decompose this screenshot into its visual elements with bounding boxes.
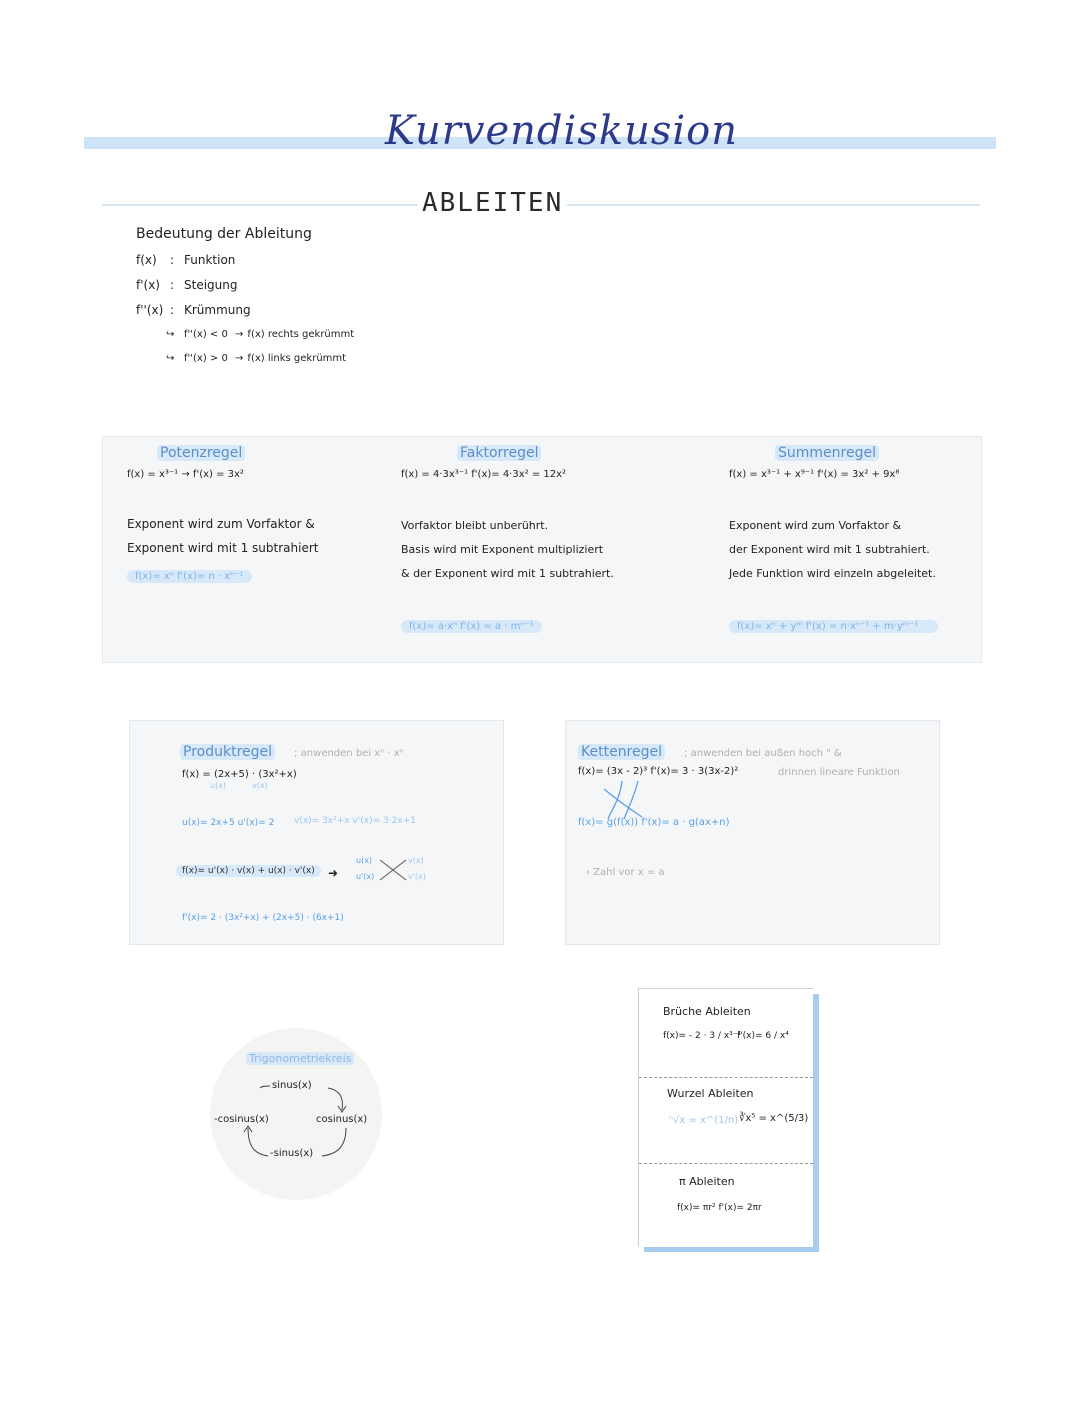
meaning-section [136,226,354,371]
produktregel-title: Produktregel [180,744,275,760]
kettenregel-hint: ; anwenden bei außen hoch " & [684,748,842,759]
produktregel-derivs-v: v(x)= 3x²+x v'(x)= 3·2x+1 [294,816,416,826]
cross-vpx: v'(x) [408,872,426,881]
cross-ux: u(x) [356,856,373,865]
wurzel-ex: ∛x⁵ = x^(5/3) [739,1113,809,1124]
potenzregel [127,445,377,583]
trig-top: sinus(x) [272,1080,312,1091]
summenregel [729,445,969,633]
summenregel-line: der Exponent wird mit 1 subtrahiert. [729,543,930,556]
produktregel-hint: ; anwenden bei xⁿ · xⁿ [294,748,404,759]
cross-vx: v(x) [408,856,424,865]
meaning-heading: Bedeutung der Ableitung [136,226,312,242]
meaning-note: ↪ f''(x) > 0 → f(x) links gekrümmt [166,353,347,364]
produktregel-formula: f(x)= u'(x) · v(x) + u(x) · v'(x) [176,865,321,877]
trig-right: cosinus(x) [316,1114,368,1125]
faktorregel-title: Faktorregel [457,445,541,461]
potenzregel-line: Exponent wird mit 1 subtrahiert [127,541,319,555]
section-subtitle: ABLEITEN [418,188,567,218]
brueche-fp: f'(x)= 6 / x⁴ [737,1031,789,1041]
kettenregel-box [565,720,940,945]
trig-circle [210,1028,382,1200]
potenzregel-example: f(x) = x³⁻¹ → f'(x) = 3x² [127,469,244,480]
faktorregel-formula: f(x)= a·xⁿ f'(x) = a · mⁿ⁻¹ [401,620,542,633]
trig-bottom: -sinus(x) [270,1148,314,1159]
faktorregel-line: Basis wird mit Exponent multipliziert [401,543,604,556]
trig-title: Trigonometriekreis [246,1052,354,1065]
kettenregel-note: › Zahl vor x = a [586,867,665,878]
summenregel-formula: f(x)= xⁿ + yᵐ f'(x) = n·xⁿ⁻¹ + m·yᵐ⁻¹ [729,620,938,633]
produktregel-cross [356,856,436,890]
meaning-row: f''(x) : Krümmung [136,303,251,317]
meaning-row: f(x) : Funktion [136,253,236,267]
pi-example: f(x)= πr² f'(x)= 2πr [677,1203,762,1213]
faktorregel-example: f(x) = 4·3x³⁻¹ f'(x)= 4·3x² = 12x² [401,469,567,480]
rules-box [102,436,982,663]
produktregel-result: f'(x)= 2 · (3x²+x) + (2x+5) · (6x+1) [182,913,344,923]
summenregel-line: Jede Funktion wird einzeln abgeleitet. [729,567,936,580]
summenregel-title: Summenregel [775,445,879,461]
cross-lines [380,858,406,882]
brueche-f: f(x)= - 2 · 3 / x³⁻¹ [663,1031,742,1041]
faktorregel [401,445,701,633]
potenzregel-formula: f(x)= xⁿ f'(x)= n · xⁿ⁻¹ [127,570,252,583]
brueche-title: Brüche Ableiten [663,1005,751,1018]
cross-upx: u'(x) [356,872,375,881]
potenzregel-title: Potenzregel [157,445,245,461]
faktorregel-line: & der Exponent wird mit 1 subtrahiert. [401,567,614,580]
pi-title: π Ableiten [679,1175,735,1188]
produktregel-v-label: v(x) [252,781,268,790]
page-title: Kurvendiskusion [385,108,739,154]
trig-left: -cosinus(x) [214,1114,269,1125]
kettenregel-formula: f(x)= g(f(x)) f'(x)= a · g(ax+n) [578,817,730,828]
trig-arrows [210,1028,382,1200]
produktregel-example: f(x) = (2x+5) · (3x²+x) [182,769,297,780]
produktregel-arrow: ➜ [328,866,339,880]
summenregel-line: Exponent wird zum Vorfaktor & [729,519,902,532]
summenregel-example: f(x) = x³⁻¹ + x⁹⁻¹ f'(x) = 3x² + 9x⁸ [729,469,900,480]
faktorregel-line: Vorfaktor bleibt unberührt. [401,519,549,532]
produktregel-derivs-u: u(x)= 2x+5 u'(x)= 2 [182,818,275,828]
kettenregel-hint2: drinnen lineare Funktion [778,767,900,778]
potenzregel-line: Exponent wird zum Vorfaktor & [127,517,315,531]
formula-card [638,988,813,1247]
wurzel-eq: ⁿ√x = x^(1/n) [669,1115,739,1126]
produktregel-box [129,720,504,945]
meaning-row: f'(x) : Steigung [136,278,238,292]
card-divider [639,1077,813,1078]
kettenregel-example: f(x)= (3x - 2)³ f'(x)= 3 · 3(3x-2)² [578,766,739,777]
meaning-note: ↪ f''(x) < 0 → f(x) rechts gekrümmt [166,329,355,340]
kettenregel-title: Kettenregel [578,744,665,760]
produktregel-u-label: u(x) [210,781,227,790]
card-divider [639,1163,813,1164]
wurzel-title: Wurzel Ableiten [667,1087,754,1100]
